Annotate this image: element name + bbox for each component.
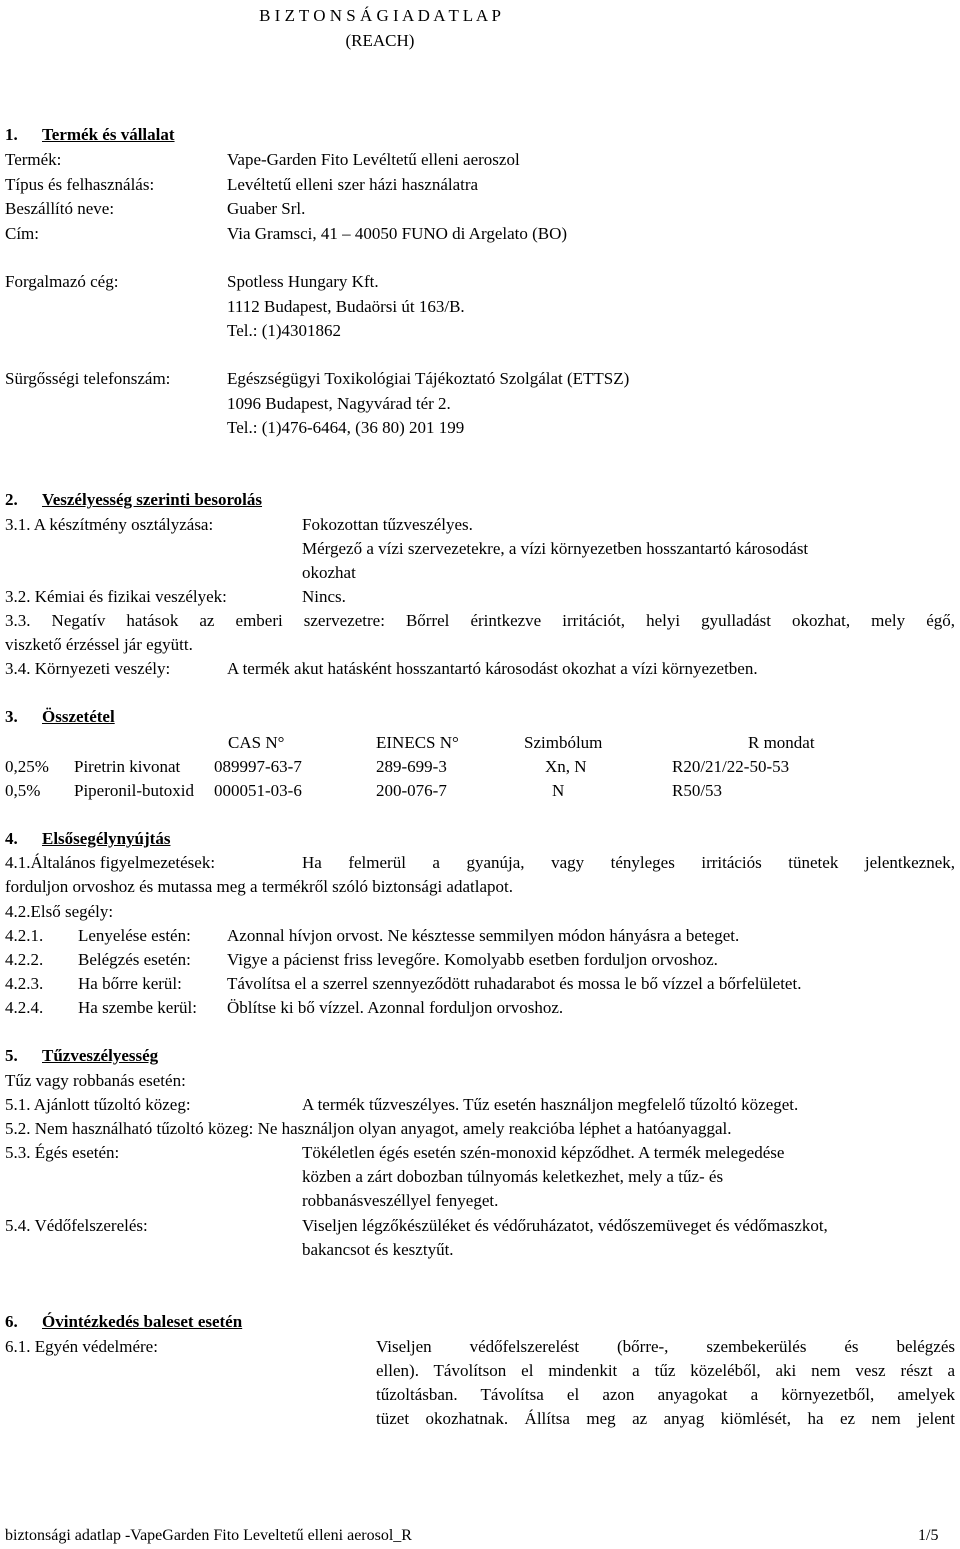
emergency-line-2: 1096 Budapest, Nagyvárad tér 2. — [227, 394, 451, 413]
product-value: Vape-Garden Fito Levéltetű elleni aeroszol — [227, 150, 520, 169]
environment-label: 3.4. Környezeti veszély: — [5, 659, 171, 678]
section-2-number: 2. — [5, 490, 18, 509]
emergency-label: Sürgősségi telefonszám: — [5, 369, 171, 388]
first-aid-4-number: 4.2.4. — [5, 998, 44, 1017]
combustion-label: 5.3. Égés esetén: — [5, 1143, 120, 1162]
section-1-number: 1. — [5, 125, 18, 144]
first-aid-2-value: Vigye a pácienst friss levegőre. Komolyabb esetben forduljon orvoshoz. — [227, 950, 718, 969]
emergency-line-3: Tel.: (1)476-6464, (36 80) 201 199 — [227, 418, 465, 437]
first-aid-1-value: Azonnal hívjon orvost. Ne késztesse semmilyen módon hányásra a beteget. — [227, 926, 740, 945]
first-aid-3-value: Távolítsa el a szerrel szennyeződött ruhadarabot és mossa le bő vízzel a bőrfelületet. — [227, 974, 802, 993]
environment-value: A termék akut hatásként hosszantartó károsodást okozhat a vízi környezetben. — [227, 659, 758, 678]
general-warnings-value: Ha felmerül a gyanúja, vagy tényleges irritációs tünetek jelentkeznek, — [302, 853, 955, 872]
first-aid-3-label: Ha bőrre kerül: — [78, 974, 182, 993]
row-2-r: R50/53 — [672, 781, 723, 800]
section-4-number: 4. — [5, 829, 18, 848]
row-2-cas: 000051-03-6 — [214, 781, 302, 800]
general-warnings-label: 4.1.Általános figyelmezetések: — [5, 853, 216, 872]
section-3-heading: Összetétel — [42, 707, 115, 726]
row-1-einecs: 289-699-3 — [376, 757, 447, 776]
section-5-heading: Tűzveszélyesség — [42, 1046, 159, 1065]
protective-equipment-label: 5.4. Védőfelszerelés: — [5, 1216, 148, 1235]
personal-protection-line-4: tüzet okozhatnak. Állítsa meg az anyag kiömlését, ha ez nem jelent — [376, 1409, 955, 1428]
general-warnings-cont: forduljon orvoshoz és mutassa meg a termékről szóló biztonsági adatlapot. — [5, 877, 513, 896]
section-4-heading: Elsősegélynyújtás — [42, 829, 171, 848]
emergency-line-1: Egészségügyi Toxikológiai Tájékoztató Szolgálat (ETTSZ) — [227, 369, 630, 388]
col-header-cas: CAS N° — [228, 733, 285, 752]
row-1-r: R20/21/22-50-53 — [672, 757, 790, 776]
chemical-hazards-value: Nincs. — [302, 587, 346, 606]
distributor-line-1: Spotless Hungary Kft. — [227, 272, 379, 291]
first-aid-4-value: Öblítse ki bő vízzel. Azonnal forduljon orvoshoz. — [227, 998, 564, 1017]
product-label: Termék: — [5, 150, 62, 169]
classification-label: 3.1. A készítmény osztályzása: — [5, 515, 214, 534]
fire-intro: Tűz vagy robbanás esetén: — [5, 1071, 186, 1090]
health-effects-line-2: viszkető érzéssel jár együtt. — [5, 635, 193, 654]
personal-protection-line-3: tűzoltásban. Távolítsa el azon anyagokat a környezetből, amelyek — [376, 1385, 955, 1404]
section-5-number: 5. — [5, 1046, 18, 1065]
row-1-cas: 089997-63-7 — [214, 757, 302, 776]
distributor-label: Forgalmazó cég: — [5, 272, 119, 291]
chemical-hazards-label: 3.2. Kémiai és fizikai veszélyek: — [5, 587, 227, 606]
distributor-line-3: Tel.: (1)4301862 — [227, 321, 342, 340]
personal-protection-line-2: ellen). Távolítson el mindenkit a tűz közeléből, aki nem vesz részt a — [376, 1361, 955, 1380]
health-effects-line-1: 3.3. Negatív hatások az emberi szervezetre: Bőrrel érintkezve irritációt, helyi gyulladást okozhat, mely égő, — [5, 611, 955, 630]
supplier-value: Guaber Srl. — [227, 199, 306, 218]
document-subtitle: (REACH) — [345, 31, 415, 50]
row-2-einecs: 200-076-7 — [376, 781, 447, 800]
first-aid-4-label: Ha szembe kerül: — [78, 998, 197, 1017]
first-aid-2-number: 4.2.2. — [5, 950, 44, 969]
first-aid-1-number: 4.2.1. — [5, 926, 44, 945]
extinguishing-media-label: 5.1. Ajánlott tűzoltó közeg: — [5, 1095, 191, 1114]
row-2-name: Piperonil-butoxid — [74, 781, 194, 800]
extinguishing-media-value: A termék tűzveszélyes. Tűz esetén használjon megfelelő tűzoltó közeget. — [302, 1095, 799, 1114]
col-header-einecs: EINECS N° — [376, 733, 459, 752]
document-title: B I Z T O N S Á G I A D A T L A P — [259, 6, 501, 25]
classification-value: Fokozottan tűzveszélyes. — [302, 515, 473, 534]
section-1-heading: Termék és vállalat — [42, 125, 175, 144]
row-1-name: Piretrin kivonat — [74, 757, 181, 776]
section-6-number: 6. — [5, 1312, 18, 1331]
first-aid-1-label: Lenyelése estén: — [78, 926, 191, 945]
personal-protection-line-1: Viseljen védőfelszerelést (bőrre-, szembekerülés és belégzés — [376, 1337, 955, 1356]
section-6-heading: Óvintézkedés baleset esetén — [42, 1312, 243, 1331]
unsuitable-media: 5.2. Nem használható tűzoltó közeg: Ne használjon olyan anyagot, amely reakcióba léphet a hatóanyaggal. — [5, 1119, 732, 1138]
section-2-heading: Veszélyesség szerinti besorolás — [42, 490, 263, 509]
protective-equipment-line-1: Viseljen légzőkészüléket és védőruházatot, védőszemüveget és védőmaszkot, — [302, 1216, 828, 1235]
combustion-line-1: Tökéletlen égés esetén szén-monoxid képződhet. A termék melegedése — [302, 1143, 785, 1162]
combustion-line-3: robbanásveszéllyel fenyeget. — [302, 1191, 499, 1210]
classification-cont-1: Mérgező a vízi szervezetekre, a vízi környezetben hosszantartó károsodást — [302, 539, 809, 558]
section-3-number: 3. — [5, 707, 18, 726]
first-aid-label: 4.2.Első segély: — [5, 902, 114, 921]
combustion-line-2: közben a zárt dobozban túlnyomás keletkezhet, mely a tűz- és — [302, 1167, 724, 1186]
address-label: Cím: — [5, 224, 40, 243]
first-aid-2-label: Belégzés esetén: — [78, 950, 191, 969]
footer-page-number: 1/5 — [918, 1527, 939, 1544]
distributor-line-2: 1112 Budapest, Budaörsi út 163/B. — [227, 297, 465, 316]
row-2-percent: 0,5% — [5, 781, 41, 800]
personal-protection-label: 6.1. Egyén védelmére: — [5, 1337, 158, 1356]
row-2-symbol: N — [552, 781, 565, 800]
address-value: Via Gramsci, 41 – 40050 FUNO di Argelato (BO) — [227, 224, 568, 243]
row-1-percent: 0,25% — [5, 757, 49, 776]
classification-cont-2: okozhat — [302, 563, 356, 582]
first-aid-3-number: 4.2.3. — [5, 974, 44, 993]
supplier-label: Beszállító neve: — [5, 199, 115, 218]
footer-document-name: biztonsági adatlap -VapeGarden Fito Leveltetű elleni aerosol_R — [5, 1527, 412, 1544]
type-label: Típus és felhasználás: — [5, 175, 155, 194]
protective-equipment-line-2: bakancsot és kesztyűt. — [302, 1240, 454, 1259]
col-header-r: R mondat — [748, 733, 815, 752]
type-value: Levéltetű elleni szer házi használatra — [227, 175, 479, 194]
row-1-symbol: Xn, N — [545, 757, 587, 776]
col-header-symbol: Szimbólum — [524, 733, 603, 752]
